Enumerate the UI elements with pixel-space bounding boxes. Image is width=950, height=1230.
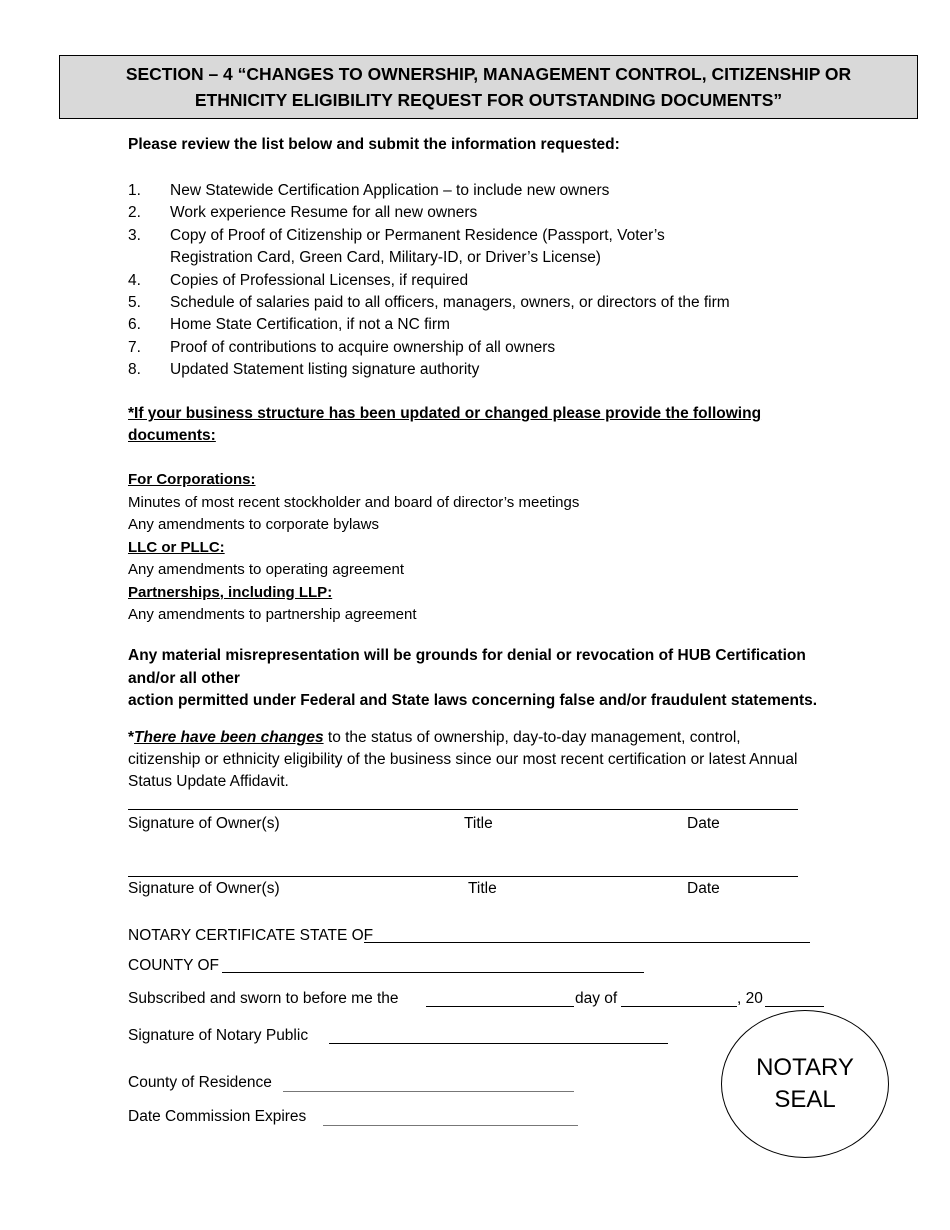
changes-statement: *There have been changes to the status of ownership, day-to-day management, control, citizenship or ethnicity eligibility of the business since our most recent certification or latest Annual Status Update Affidavit.	[128, 729, 798, 790]
signature-line[interactable]	[128, 809, 798, 810]
notary-signature-label: Signature of Notary Public	[128, 1027, 309, 1044]
misrepresentation-warning: Any material misrepresentation will be grounds for denial or revocation of HUB Certification and/or all other action permitted under Federal and State laws concerning false and/or fraudulent statements.	[128, 647, 818, 709]
corporations-doc-1: Minutes of most recent stockholder and board of director’s meetings	[128, 493, 580, 511]
commission-expires-field[interactable]	[323, 1125, 578, 1126]
structure-note: *If your business structure has been updated or changed please provide the following documents:	[128, 405, 762, 444]
month-field[interactable]	[621, 1006, 737, 1007]
title-label: Title	[468, 880, 497, 897]
notary-state-label: NOTARY CERTIFICATE STATE OF	[128, 927, 374, 944]
title-label: Title	[464, 815, 493, 832]
year-prefix-label: , 20	[737, 990, 763, 1007]
corporations-doc-2: Any amendments to corporate bylaws	[128, 516, 379, 533]
partnerships-doc-1: Any amendments to partnership agreement	[128, 606, 417, 623]
llc-doc-1: Any amendments to operating agreement	[128, 561, 404, 578]
list-item: 5. Schedule of salaries paid to all officers, managers, owners, or directors of the firm	[128, 294, 730, 312]
date-label: Date	[687, 815, 720, 832]
signature-line[interactable]	[128, 876, 798, 877]
list-item: 6. Home State Certification, if not a NC firm	[128, 316, 450, 334]
county-label: COUNTY OF	[128, 957, 219, 974]
day-of-label: day of	[575, 990, 618, 1007]
section-title-line2: ETHNICITY ELIGIBILITY REQUEST FOR OUTSTANDING DOCUMENTS”	[194, 90, 783, 110]
list-item: 8. Updated Statement listing signature authority	[128, 361, 480, 379]
entity-documents	[128, 469, 579, 627]
subscribed-label: Subscribed and sworn to before me the	[128, 990, 399, 1007]
owner-signature-label: Signature of Owner(s)	[128, 815, 280, 832]
notary-signature-field[interactable]	[329, 1043, 668, 1044]
county-of-residence-field[interactable]	[283, 1091, 574, 1092]
section-header	[59, 55, 918, 119]
notary-seal-line2: SEAL	[774, 1086, 836, 1113]
llc-heading: LLC or PLLC:	[128, 538, 225, 556]
day-field[interactable]	[426, 1006, 574, 1007]
list-item: 2. Work experience Resume for all new owners	[128, 204, 478, 222]
owner-signature-label: Signature of Owner(s)	[128, 880, 280, 897]
notary-state-field[interactable]	[364, 942, 810, 943]
date-label: Date	[687, 880, 720, 897]
requirements-list	[128, 180, 828, 382]
list-item: 7. Proof of contributions to acquire ownership of all owners	[128, 338, 556, 356]
notary-seal-line1: NOTARY	[756, 1054, 854, 1081]
changes-emphasis: There have been changes	[134, 729, 324, 746]
list-item: 4. Copies of Professional Licenses, if required	[128, 271, 469, 289]
corporations-heading: For Corporations:	[128, 471, 256, 488]
list-item: 1. New Statewide Certification Application – to include new owners	[128, 182, 610, 199]
intro-text: Please review the list below and submit the information requested:	[128, 136, 620, 153]
section-title-line1: SECTION – 4 “CHANGES TO OWNERSHIP, MANAGEMENT CONTROL, CITIZENSHIP OR	[125, 64, 852, 84]
county-of-residence-label: County of Residence	[128, 1074, 272, 1091]
commission-expires-label: Date Commission Expires	[128, 1108, 307, 1125]
county-field[interactable]	[222, 972, 644, 973]
partnerships-heading: Partnerships, including LLP:	[128, 583, 333, 601]
year-field[interactable]	[765, 1006, 824, 1007]
list-item: 3. Copy of Proof of Citizenship or Permanent Residence (Passport, Voter’s Registration Card, Green Card, Military-ID, or Driver’s License)	[128, 226, 665, 267]
notary-seal	[721, 1010, 889, 1158]
